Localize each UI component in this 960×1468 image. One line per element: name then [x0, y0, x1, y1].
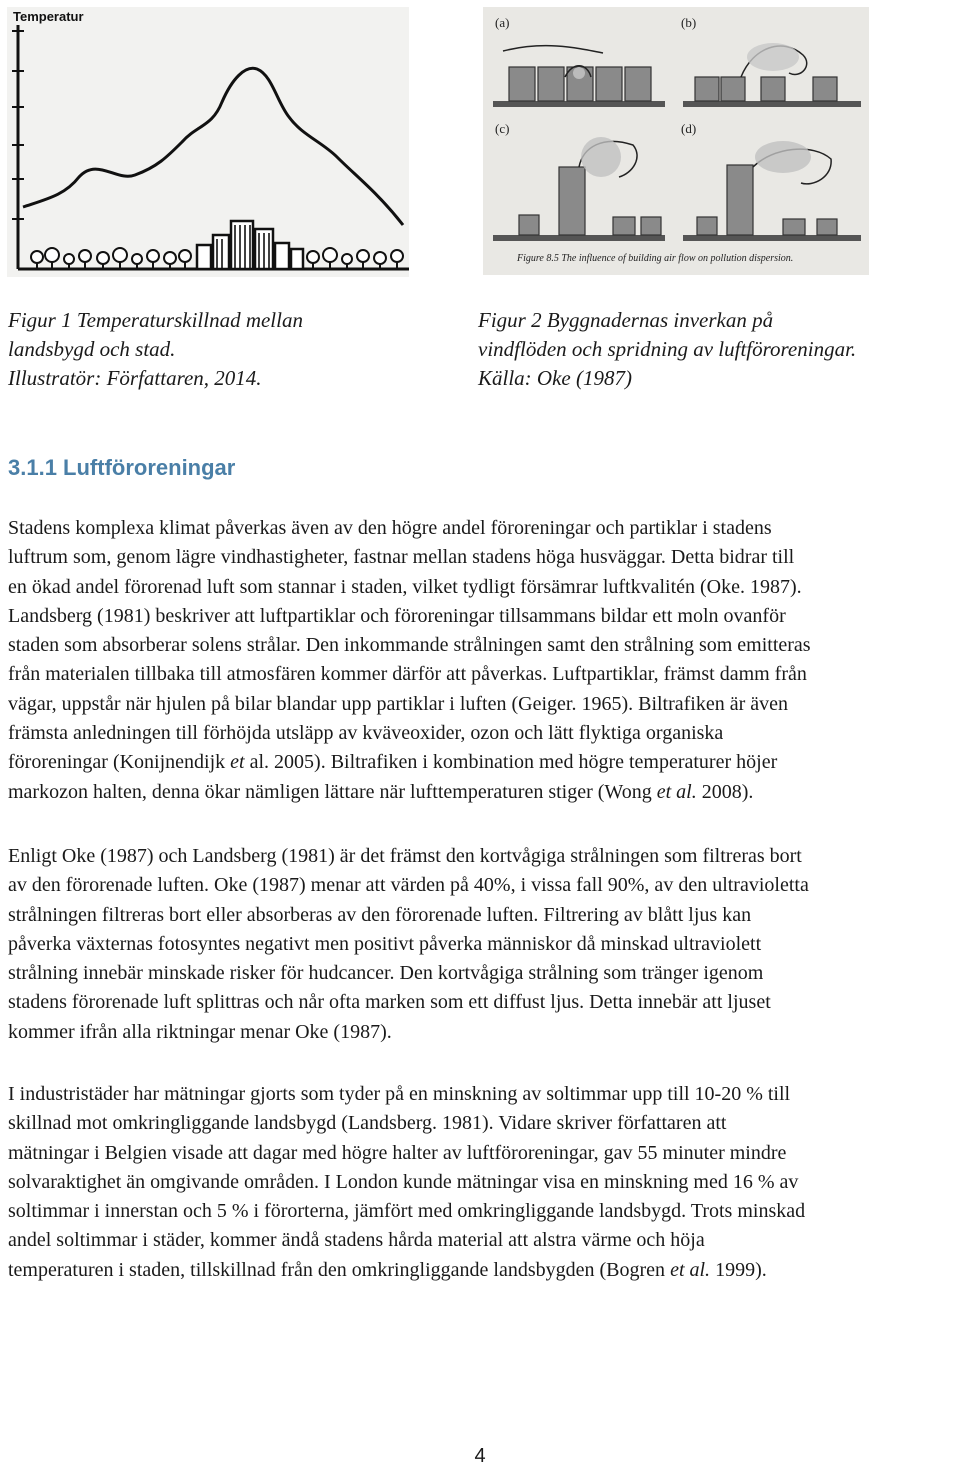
panel-label-b: (b): [681, 15, 697, 30]
text-segment: mätningar i Belgien visade att dagar med högre halter av luftföroreningar, gav 55 minuter mindre: [8, 1141, 787, 1164]
text-segment: soltimmar i innerstan och 5 % i förorterna, jämfört med omkringliggande landsbygd. Trots minskad: [8, 1200, 806, 1223]
text-line: [8, 901, 960, 930]
caption-line: Illustratör: Författaren, 2014.: [8, 366, 262, 390]
airflow-illustration: [483, 7, 869, 275]
text-segment: från materialen tillbaka till atmosfären kommer därför att påverkas. Luftpartiklar, främst damm från: [8, 663, 807, 686]
caption-line: Källa: Oke (1987): [478, 366, 632, 390]
text-line: [8, 842, 960, 871]
figure-temperature-profile: [7, 7, 409, 277]
text-line: [8, 690, 960, 719]
text-line: [8, 1109, 960, 1138]
text-line: [8, 1168, 960, 1197]
text-line: [8, 514, 960, 543]
figure2-caption: [478, 306, 856, 393]
temperature-curve: [23, 68, 403, 225]
text-segment: främsta anledningen till förhöjda utsläpp av kväveoxider, ozon och lätt flyktiga organiska: [8, 722, 724, 745]
panel-label-c: (c): [495, 121, 510, 136]
temperature-illustration: [7, 7, 409, 277]
text-line: [8, 1080, 960, 1109]
text-line: [8, 748, 960, 777]
text-line: [8, 1018, 960, 1047]
text-line: [8, 573, 960, 602]
text-segment: föroreningar (Konijnendijk: [8, 751, 231, 774]
text-line: [8, 602, 960, 631]
paragraph: [8, 1080, 960, 1285]
caption-line: vindflöden och spridning av luftföroreningar.: [478, 337, 857, 361]
panel-a: [493, 46, 665, 107]
text-line: [8, 543, 960, 572]
text-line: [8, 660, 960, 689]
panel-d: [683, 141, 861, 241]
panel-label-d: (d): [681, 121, 697, 136]
text-segment: Landsberg (1981) beskriver att luftpartiklar och föroreningar tillsammans bildar ett moln ovanför: [8, 604, 786, 627]
text-line: [8, 1197, 960, 1226]
panel-b: [683, 43, 861, 107]
text-segment: andel soltimmar i städer, kommer ändå stadens hårda material att alstra värme och höja: [8, 1229, 705, 1252]
italic-text: et al.: [670, 1258, 711, 1281]
figure-source-caption: Figure 8.5 The influence of building air flow on pollution dispersion.: [517, 253, 794, 264]
text-segment: luftrum som, genom lägre vindhastigheter, fastnar mellan stadens höga husväggar. Detta bidrar till: [8, 546, 795, 569]
caption-line: Figur 1 Temperaturskillnad mellan: [8, 308, 303, 332]
text-segment: staden som absorberar solens strålar. Den inkommande strålningen samt den strålning som emitteras: [8, 634, 811, 657]
figure-building-airflow: [483, 7, 869, 275]
caption-line: landsbygd och stad.: [8, 337, 176, 361]
text-segment: en ökad andel förorenad luft som stannar i staden, vilket tydligt försämrar luftkvalitén (Oke. 1987).: [8, 575, 802, 598]
text-segment: solvaraktighet än omgivande områden. I London kunde mätningar visa en minskning med 16 % av: [8, 1170, 799, 1193]
text-segment: kommer ifrån alla riktningar menar Oke (1987).: [8, 1020, 392, 1043]
text-line: [8, 778, 960, 807]
text-segment: markozon halten, denna ökar nämligen lättare när lufttemperaturen stiger (Wong: [8, 780, 657, 803]
italic-text: et: [230, 751, 245, 774]
text-segment: al. 2005). Biltrafiken i kombination med högre temperaturer höjer: [244, 751, 778, 774]
text-line: [8, 1256, 960, 1285]
text-line: [8, 1226, 960, 1255]
text-segment: stadens förorenade luft splittras och når ofta marken som ett diffust ljus. Detta innebär att ljuset: [8, 991, 771, 1014]
text-segment: skillnad mot omkringliggande landsbygd (Landsberg. 1981). Vidare skriver författaren att: [8, 1112, 727, 1135]
text-line: [8, 631, 960, 660]
italic-text: et al.: [656, 780, 697, 803]
text-segment: Enligt Oke (1987) och Landsberg (1981) är det främst den kortvågiga strålningen som filtreras bort: [8, 845, 802, 867]
text-line: [8, 871, 960, 900]
text-segment: I industristäder har mätningar gjorts som tyder på en minskning av soltimmar upp till 10-20 % till: [8, 1083, 791, 1105]
text-segment: av den förorenade luften. Oke (1987) menar att värden på 40%, i vissa fall 90%, av den ultravioletta: [8, 874, 809, 897]
text-segment: temperaturen i staden, tillskillnad från den omkringliggande landsbygden (Bogren: [8, 1258, 671, 1281]
text-line: [8, 959, 960, 988]
temperature-axis-label: Temperatur: [13, 9, 84, 24]
text-line: [8, 1139, 960, 1168]
text-segment: strålningen filtreras bort eller absorberas av den förorenade luften. Filtrering av blått ljus kan: [8, 903, 752, 926]
paragraph: [8, 514, 960, 807]
panel-c: [493, 137, 665, 241]
text-segment: 2008).: [696, 780, 754, 803]
text-segment: strålning innebär minskade risker för hudcancer. Den kortvågiga strålning som tränger igenom: [8, 962, 764, 985]
page-number: 4: [474, 1445, 486, 1467]
text-segment: Stadens komplexa klimat påverkas även av den högre andel föroreningar och partiklar i stadens: [8, 517, 772, 539]
text-line: [8, 719, 960, 748]
text-segment: vägar, uppstår när hjulen på bilar blandar upp partiklar i luften (Geiger. 1965). Biltrafiken är även: [8, 692, 789, 715]
text-line: [8, 930, 960, 959]
text-segment: 1999).: [710, 1258, 767, 1281]
paragraph: [8, 842, 960, 1047]
text-line: [8, 988, 960, 1017]
section-heading: 3.1.1 Luftföroreningar: [8, 455, 236, 480]
text-segment: påverka växternas fotosyntes negativt men positivt påverka människor då minskad ultraviolett: [8, 932, 762, 955]
panel-label-a: (a): [495, 15, 510, 30]
figure1-caption: [8, 306, 303, 393]
caption-line: Figur 2 Byggnadernas inverkan på: [478, 308, 774, 332]
